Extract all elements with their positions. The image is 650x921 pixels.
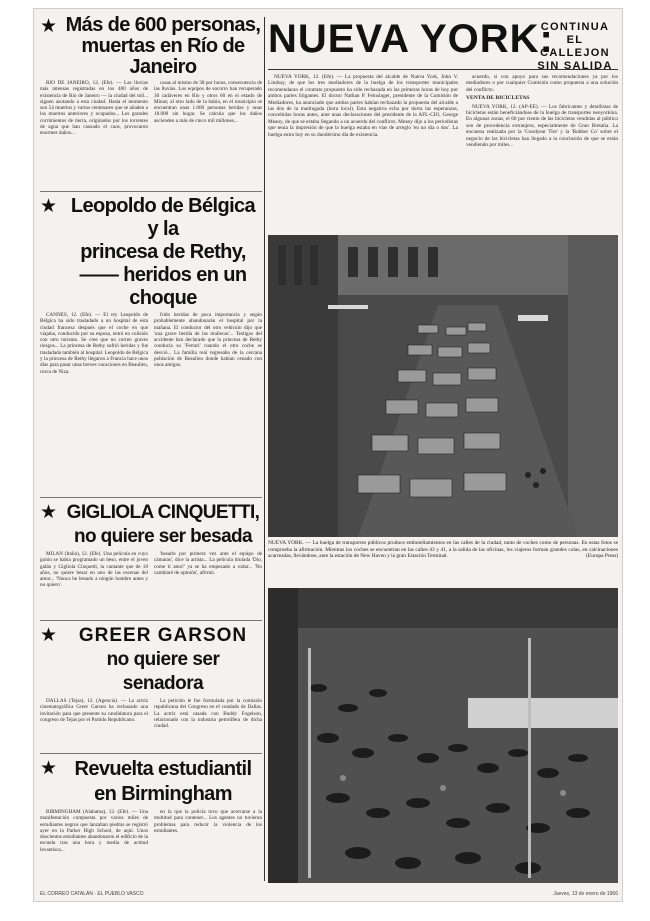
right-column (268, 15, 618, 883)
article-body: La petición le fue formulada por la comisión republicana del Congreso en el condado de Dallas. La actriz está casada con Buddy Fogelson, relacionado con la industria petrolífera de dicha ciudad. (154, 698, 262, 730)
story-birmingham (40, 757, 262, 871)
article-body: 'besarle por primera vez ante el equipo de cámaras', dice la artista... La película titulada 'Dio, come ti amo!' ya se ha empezado a rodar... 'No cambiaré de opinión', afirmó. (154, 551, 262, 576)
photo-traffic-jam (268, 235, 618, 537)
headline-birmingham: Revuelta estudiantil en Birmingham (74, 758, 252, 805)
headline-gigliola: GIGLIOLA CINQUETTI, no quiere ser besada (66, 502, 260, 547)
star-bullet-icon: ★ (40, 501, 58, 523)
article-body: BIRMINGHAM (Alabama), 12. (Efe). — Una manifestación compuesta por varios miles de estudiantes negros que lanzaban piedras se registró ayer en la Parker High School, de aquí. Unos doscientos estudiantes abandonaron el edificio de la escuela tras una hora y media de actitud levantisca... (40, 809, 148, 853)
headline-rio: Más de 600 personas, muertas en Río de Janeiro (65, 15, 261, 78)
footer-date: Jueves, 13 de enero de 1966 (553, 891, 618, 897)
bicycle-subhead: VENTA DE BICICLETAS (466, 95, 530, 102)
caption-credit: (Europa Press) (586, 553, 618, 560)
photo-caption: NUEVA YORK. — La huelga de transportes públicos produce embotellamientos en las calles de la ciudad, tanto de coches como de personas. En estas fotos se comprueba la afirmación. Mientras los coches se encuentran en las calles 43 y 41, a la salida de las oficinas, los viajeros forman grandes colas, en calcinaciones acarreadas, llevándose, ante la estación de New Haven y la gran Estación Terminal. (Europa Press) (268, 540, 618, 560)
article-body: NUEVA YORK, 12. (Efe). — La propuesta del alcalde de Nueva York, John V. Lindsay, de que los tres mediadores de la huelga de los transportes municipales recomendaran el contrato propuesto ha sido rechazada en las primeras horas de hoy por ambos partes litigantes. El doctor Nathan P. Feinsinger, presidente de la Comisión de Mediadores, ha anunciado que ambas partes habían rechazado la propuesta del alcalde a las dos de la madrugada (hora local). Esta negativa echa por tierra las esperanzas, concebidas horas antes, ante unas declaraciones del presidente de la AFL-CIO, George Meany, de que se estaba llegando a un acuerdo del conflicto. Meany dijo a los periodistas que tenía la impresión de que la huelga estaba en vías de arreglo 'en un día o dos'. La huelga entra hoy en su duodécimo día de existencia. (268, 74, 458, 138)
story-leopoldo (40, 195, 262, 494)
left-column (40, 15, 262, 883)
headline-leopoldo: Leopoldo de Bélgica y la princesa de Rethy, —— heridos en un choque (70, 195, 256, 309)
story-greer (40, 624, 262, 750)
photo-crowd-umbrellas (268, 588, 618, 883)
star-bullet-icon: ★ (40, 15, 58, 37)
article-body: en la que la policía tuvo que acercarse a la multitud para contener... Los agentes no tuvieron problemas para reducir la violencia de los estudiantes. (154, 809, 262, 834)
star-bullet-icon: ★ (40, 195, 58, 217)
story-gigliola (40, 501, 262, 617)
column-divider (264, 17, 265, 881)
article-body: casas al mismo de 38 por horas, consecuencia de las lluvias. Los equipos de socorro han recuperado 30 cadáveres en Río y otros 60 en el estado de Minas; al otro lado de la bahía, en el municipio se encuentran unas 1.000 personas heridas y unas 18.000 sin hogar. Se calcula que los daños ascienden a más de cinco mil millones... (154, 80, 262, 124)
article-body: MILAN (Italia), 12. (Efe). Una película en cuyo guión se había programado un beso, entre el joven galán y Gigliola Cinquetti, la cantante que de 18 años, no quiere besar en uno de las escenas del amor... 'Nunca he besado a ningún hombre antes y no quiero'. (40, 551, 148, 589)
article-body: CANNES, 12. (Efe). — El rey Leopoldo de Bélgica ha sido trasladado a un hospital de esta ciudad francesa después que el coche en que viajaba, conducido por su esposa, entró en colisión con otro turismo. Se cree que no corren graves riesgos... La princesa de Rethy sufrió heridas y fue trasladada también al hospital. Leopoldo de Bélgica y la princesa de Rethy llegaron a Francia hace unos días para pasar unas breves vacaciones en Beaulieu, cerca de Niza. (40, 312, 148, 375)
headline-greer: GREER GARSON no quiere ser senadora (78, 625, 248, 694)
star-bullet-icon: ★ (40, 757, 58, 779)
page-footer (40, 891, 618, 897)
ny-article (268, 74, 618, 234)
article-body: DALLAS (Tejas), 12. (Agencia). — La actriz cinematográfica Greer Garson ha rechazado una invitación para que presente su candidatura para el congreso de Tejas por el Partido Republicano. (40, 698, 148, 723)
star-bullet-icon: ★ (40, 624, 58, 646)
newspaper-page (33, 8, 623, 902)
article-body: RIO DE JANEIRO, 12. (Efe). — Las lluvias más intensas registradas en los 400 años de existencia de Río de Janeiro — la ciudad del mil... siguen azotando a esta ciudad. Hasta el momento son 54 muertos y varios centenares que se añaden a los muertos anteriores y ocupados... Los grandes corrimientos de tierra, originados por los torrentes de agua que han causado el caos, provocaron enormes daños... (40, 80, 148, 137)
ny-header (268, 15, 618, 70)
ny-subheadline: CONTINUA EL CALLEJON SIN SALIDA (537, 21, 613, 72)
footer-publication: EL CORREO CATALÁN · EL PUEBLO VASCO (40, 891, 144, 897)
ny-headline: NUEVA YORK: (268, 17, 554, 61)
story-rio (40, 15, 262, 188)
article-body: frido heridas de poca importancia y según probablemente abandonarán el hospital por la mañana. El conductor del otro vehículo dijo que 'una grave herida de las muñecas'... Testigos del accidente han declarado que la princesa de Rethy conducía su 'Ferrari' cuando el otro coche se desvió... La familia real regresaba de la cercana población de Beaulieu donde habían cenado con unos amigos. (154, 312, 262, 369)
article-body: acuerdo, si con apoyo para sus recomendaciones ya por los mediadores o por cualquier Comisión como propuesta a una solución del conflicto. VENTA DE BICICLETAS NUEVA YORK, 12. (AP-EE). — Los fabricantes y detallistas de bicicletas están beneficiándose de la huelga de transportes neoyorkina. En algunas zonas, el 60 por ciento de las bicicletas vendidas al público son de procedencia extranjera, especialmente de Gran Bretaña. La encuesta realizada por la 'Goodyear Tire' y la 'Rubber Co' sobre el negocio de las bicicletas han llegado a la conclusión de que se están vendiendo por miles... (466, 74, 618, 149)
